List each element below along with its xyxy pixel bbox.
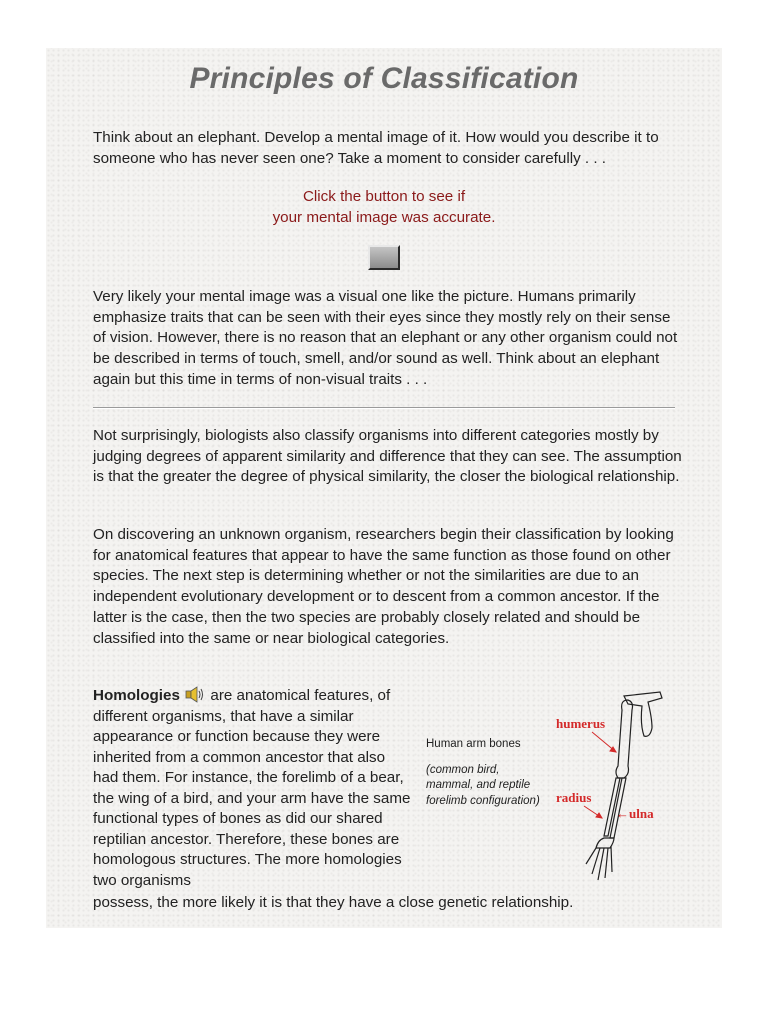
scapula-bone [624,692,662,736]
intro-paragraph: Think about an elephant. Develop a mental image of it. How would you describe it to someone who has never seen one? Take a moment to consider carefully . . . [93,129,659,167]
discovery-paragraph: On discovering an unknown organism, researchers begin their classification by looking for anatomical features that appear to have the same function as those found on other species. The next step is determining whether or not the similarities are due to an independent evolutionary development or to descent from a common ancestor. If the latter is the case, then the two species are probably closely related and should be classified into the same or near biological categories. [93,526,674,647]
humerus-label: humerus [556,716,606,731]
arm-bones-illustration [548,688,678,888]
page-title: Principles of Classification [189,62,579,95]
reveal-image-button[interactable] [368,245,400,270]
prompt-line-1: Click the button to see if [302,188,466,205]
horizontal-divider [93,407,675,409]
prompt-line-2: your mental image was accurate. [272,209,496,226]
humerus-bone [616,700,633,778]
homologies-paragraph [93,686,413,891]
homologies-continuation: possess, the more likely it is that they have a close genetic relationship. [93,894,574,911]
visual-traits-paragraph: Very likely your mental image was a visual one like the picture. Humans primarily emphasize traits that can be seen with their eyes since they mostly rely on their sense of vision. However, there is no reason that an elephant or any other organism could not be described in terms of touch, smell, and/or sound as well. Think about an elephant again but this time in terms of non-visual traits . . . [93,288,678,388]
biologists-paragraph: Not surprisingly, biologists also classify organisms into different categories mostly by judging degrees of apparent similarity and difference that they can see. The assumption is that the greater the degree of physical similarity, the closer the biological relationship. [93,427,682,486]
radius-label: radius [556,790,592,805]
caption-title: Human arm bones [426,738,521,750]
finger-bones [586,846,612,880]
ulna-label: ←ulna [616,806,654,821]
speaker-icon[interactable] [185,686,205,703]
radius-pointer-arrowhead [596,813,602,818]
homologies-term: Homologies [93,687,180,704]
figure-caption [426,737,546,809]
homologies-text: are anatomical features, of different organisms, that have a similar appearance or function because they were inherited from a common ancestor that also had them. For instance, the forelimb of a bear, the wing of a bird, and your arm have the same functional types of bones as did our shared reptilian ancestor. Therefore, these bones are homologous structures. The more homologies two organisms [93,687,411,889]
caption-subtitle: (common bird, mammal, and reptile forelimb configuration) [426,763,540,807]
